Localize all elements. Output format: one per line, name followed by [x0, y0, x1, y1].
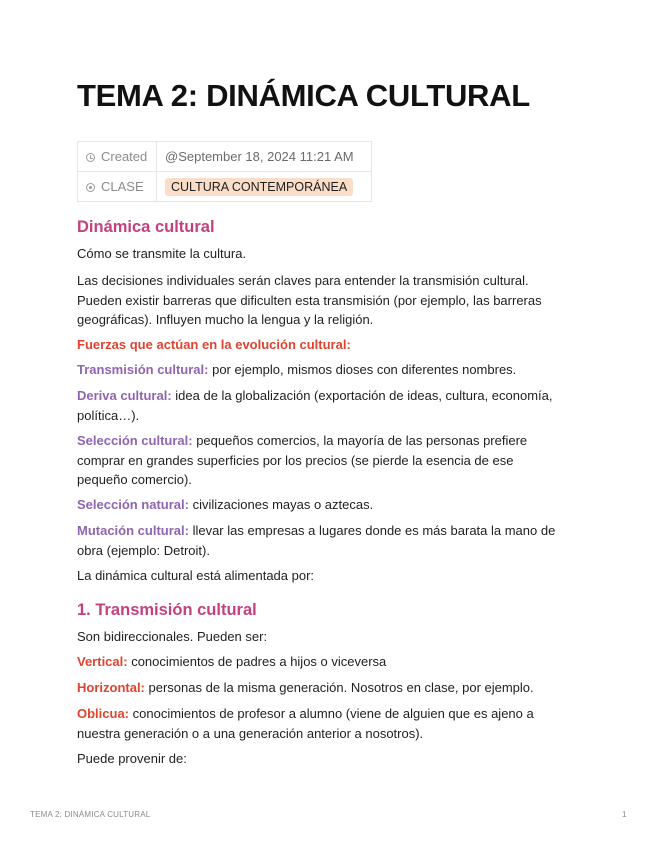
- property-row-clase: [78, 172, 372, 202]
- select-icon: [86, 183, 95, 192]
- force-item-seleccion-natural: Selección natural: civilizaciones mayas o aztecas.: [77, 497, 374, 512]
- created-label: Created: [101, 149, 148, 164]
- section-heading-transmision: 1. Transmisión cultural: [77, 601, 257, 619]
- type-label: Vertical:: [77, 654, 128, 669]
- force-label: Transmisión cultural:: [77, 362, 209, 377]
- page-number: 1: [622, 810, 627, 819]
- paragraph: La dinámica cultural está alimentada por:: [77, 568, 315, 583]
- property-key-clase: [78, 172, 157, 202]
- clase-label: CLASE: [101, 179, 144, 194]
- paragraph: Las decisiones individuales serán claves para entender la transmisión cultural. Pueden existir barreras que dificulten esta transmisión (por ejemplo, las barreras geográficas). Influyen mucho la lengua y la religión.: [77, 273, 542, 327]
- footer-title: TEMA 2: DINÁMICA CULTURAL: [30, 810, 151, 819]
- force-label: Selección cultural:: [77, 433, 193, 448]
- section-heading-dinamica: Dinámica cultural: [77, 218, 215, 236]
- fuerzas-heading: Fuerzas que actúan en la evolución cultural:: [77, 337, 351, 352]
- force-item-deriva: Deriva cultural: idea de la globalización (exportación de ideas, cultura, economía, política…).: [77, 388, 553, 423]
- type-label: Horizontal:: [77, 680, 145, 695]
- force-item-mutacion: Mutación cultural: llevar las empresas a lugares donde es más barata la mano de obra (ejemplo: Detroit).: [77, 523, 556, 558]
- force-label: Mutación cultural:: [77, 523, 189, 538]
- type-item-vertical: Vertical: conocimientos de padres a hijos o viceversa: [77, 654, 387, 669]
- properties-table: [77, 141, 372, 202]
- paragraph: Cómo se transmite la cultura.: [77, 246, 247, 261]
- property-row-created: [78, 142, 372, 172]
- force-label: Selección natural:: [77, 497, 189, 512]
- property-key-created: [78, 142, 157, 172]
- force-item-transmision: Transmisión cultural: por ejemplo, mismos dioses con diferentes nombres.: [77, 362, 517, 377]
- paragraph: Puede provenir de:: [77, 751, 187, 766]
- type-item-oblicua: Oblicua: conocimientos de profesor a alumno (viene de alguien que es ajeno a nuestra generación o a una generación anterior a nosotros).: [77, 706, 534, 741]
- type-item-horizontal: Horizontal: personas de la misma generación. Nosotros en clase, por ejemplo.: [77, 680, 534, 695]
- force-label: Deriva cultural:: [77, 388, 172, 403]
- type-label: Oblicua:: [77, 706, 130, 721]
- force-item-seleccion-cultural: Selección cultural: pequeños comercios, la mayoría de las personas prefiere comprar en grandes superficies por los precios (se pierde la esencia de ese pequeño comercio).: [77, 433, 528, 487]
- page-title: TEMA 2: DINÁMICA CULTURAL: [77, 78, 530, 113]
- clase-value[interactable]: [157, 172, 372, 202]
- clase-tag[interactable]: CULTURA CONTEMPORÁNEA: [165, 178, 353, 196]
- created-value[interactable]: @September 18, 2024 11:21 AM: [157, 142, 372, 172]
- clock-icon: [86, 153, 95, 162]
- paragraph: Son bidireccionales. Pueden ser:: [77, 629, 268, 644]
